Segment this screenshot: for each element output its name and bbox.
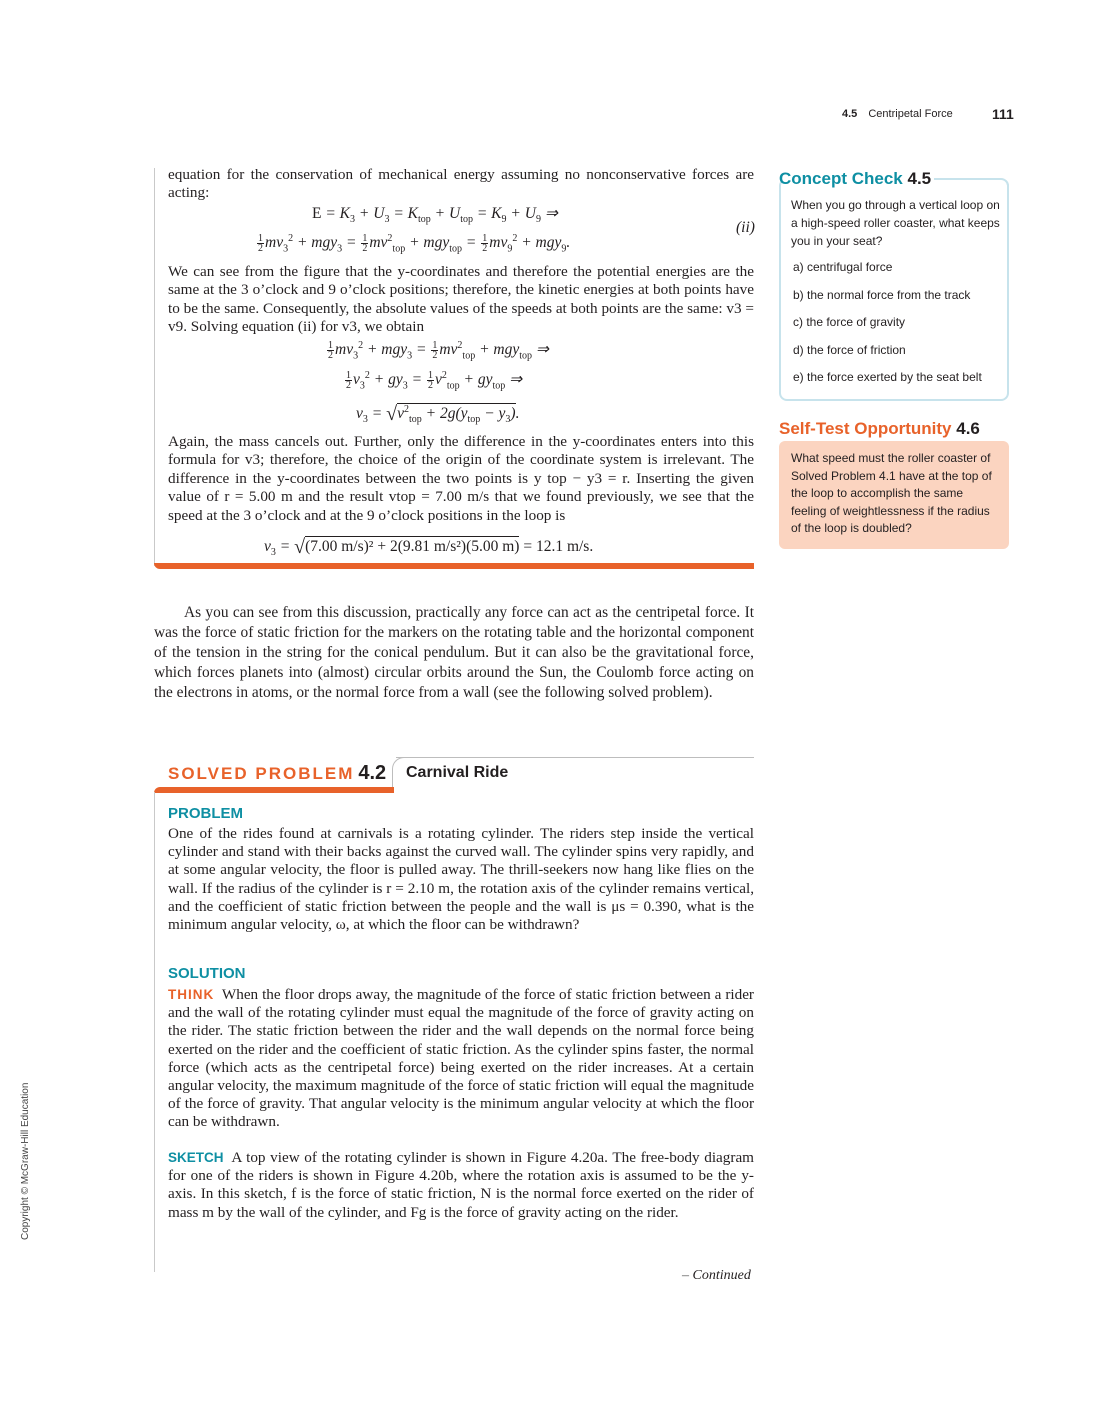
equation-result: $v_3 = √(7.00$ m/s)² + 2(9.81 m/s²)(5.00 m) = 12.1 m/s. [264,536,594,559]
equation-solve-3: $v_3 = √v^2_{top} + 2g(y_{top} - y_3)$. [356,403,520,426]
concept-check-number: 4.5 [907,169,932,188]
copyright-notice: Copyright © McGraw-Hill Education [20,1082,31,1240]
paragraph-mass-cancels: Again, the mass cancels out. Further, only the difference in the y-coordinates enters into this formula for v3; therefore, the choice of the origin of the coordinate system is irrelevant. The difference in the y-coordinates between the two points is y top − y3 = r. Inserting the given value of r = 5.00 m and the result vtop = 7.00 m/s that we found previously, we see that the speed at the 3 o’clock and at the 9 o’clock positions in the loop is [168,433,754,524]
think-label: THINK [168,987,215,1002]
concept-check-question: When you go through a vertical loop on a high-speed roller coaster, what keeps you in your seat? [791,198,1000,248]
self-test-text: What speed must the roller coaster of Solved Problem 4.1 have at the top of the loop to accomplish the same feeling of weightlessness if the radius of the loop is doubled? [791,451,992,536]
concept-check-option-d: d) the force of friction [793,343,906,357]
self-test-number: 4.6 [956,419,980,438]
solved-problem-curve [392,757,406,787]
page-number: 111 [992,106,1014,122]
continuation-left-rule [154,168,155,566]
concept-check-option-a: a) centrifugal force [793,260,893,274]
continued-note [682,1268,751,1284]
equation-label: (ii) [736,219,755,236]
equation-solve-2: $\frac{1}{2}$ $v_3^2 + gy_3$ = $\frac{1}{2}$ $v^2_{top} + gy_{top}$ ⇒ [346,370,523,392]
solved-problem-left-rule [154,792,155,1272]
result-answer: = 12.1 m/s. [523,538,594,555]
result-radicand: (7.00 m/s)² + 2(9.81 m/s²)(5.00 m) [305,538,520,555]
think-text: When the floor drops away, the magnitude of the force of static friction between a rider and the wall of the rotating cylinder must equal the magnitude of the force of gravity acting on the rider. The static friction between the rider and the wall depends on the normal force being exerted on the rider and the coefficient of static friction. As the cylinder spins faster, the normal force (which acts as the centripetal force) being exerted on the rider increases. At a certain angular velocity, the maximum magnitude of the force of static friction will equal the magnitude of the force of gravity. That angular velocity is the minimum angular velocity at which the floor can be withdrawn. [168,986,754,1131]
self-test-title: Self-Test Opportunity 4.6 [779,419,980,438]
continued-dash: – [682,1268,689,1283]
sketch-text: A top view of the rotating cylinder is shown in Figure 4.20a. The free-body diagram for one of the riders is shown in Figure 4.20b, where the rotation axis is assumed to be the y-axis. In this sketch, f is the force of static friction, N is the normal force exerted on the rider of mass m by the wall of the cylinder, and Fg is the force of gravity acting on the rider. [168,1149,754,1221]
concept-check-option-b: b) the normal force from the track [793,288,971,302]
running-head [842,108,953,120]
intro-text: equation for the conservation of mechanical energy assuming no nonconservative forces are acting: [168,166,754,202]
solved-problem-number: 4.2 [358,762,387,784]
concept-check-box-corner [934,178,1009,188]
sketch-paragraph [168,1149,754,1222]
equation-energy-1: $E = K_3 + U_3 = K_{top} + U_{top} = K_9 + U_9$ ⇒ [312,205,558,226]
solved-problem-title: Carnival Ride [406,764,509,781]
solved-problem-orange-bar [154,787,394,793]
concept-check-option-e: e) the force exerted by the seat belt [793,370,982,384]
solution-label: SOLUTION [168,965,246,982]
solved-problem-top-rule [396,757,754,758]
paragraph-speeds: We can see from the figure that the y-coordinates and therefore the potential energies are the same at the 3 o’clock and 9 o’clock positions; therefore, the kinetic energies at both points have to be the same. Consequently, the absolute values of the speeds at both points are the same: v3 = v9. Solving equation (ii) for v3, we obtain [168,263,754,336]
equation-energy-2: $\frac{1}{2}$ $mv_3^2 + mgy_3$ = $\frac{1}{2}$ $mv^2_{top} + mgy_{top}$ = $\frac{1}{2}$ $mv_9^2 + mgy_9$. [258,233,571,255]
body-paragraph: As you can see from this discussion, practically any force can act as the centripetal force. It was the force of static friction for the markers on the rotating table and the horizontal component of the tension in the string for the conical pendulum. But it can also be the gravitational force, which forces planets into (almost) circular orbits around the Sun, the Coulomb force acting on the electrons in atoms, or the normal force from a wall (see the following solved problem). [154,604,754,701]
continuation-bottom-rule [154,563,754,569]
concept-check-option-c: c) the force of gravity [793,315,906,329]
solved-problem-heading [168,762,386,785]
problem-label: PROBLEM [168,805,243,822]
section-title: Centripetal Force [868,108,953,120]
section-number: 4.5 [842,108,858,120]
concept-check-title: Concept Check 4.5 [779,169,932,188]
continued-text: Continued [692,1268,751,1283]
sketch-label: SKETCH [168,1150,224,1165]
problem-text: One of the rides found at carnivals is a rotating cylinder. The riders step inside the vertical cylinder and stand with their backs against the curved wall. The cylinder spins very rapidly, and at some angular velocity, the floor is pulled away. The thrill-seekers now hang like flies on the wall. If the radius of the cylinder is r = 2.10 m, the rotation axis of the cylinder remains vertical, and the coefficient of static friction between the people and the wall is μs = 0.390, what is the minimum angular velocity, ω, at which the floor can be withdrawn? [168,825,754,934]
equation-solve-1: $\frac{1}{2}$ $mv_3^2 + mgy_3$ = $\frac{1}{2}$ $mv^2_{top} + mgy_{top}$ ⇒ [328,340,549,362]
think-paragraph [168,986,754,1132]
solved-problem-label: SOLVED PROBLEM [168,764,355,783]
